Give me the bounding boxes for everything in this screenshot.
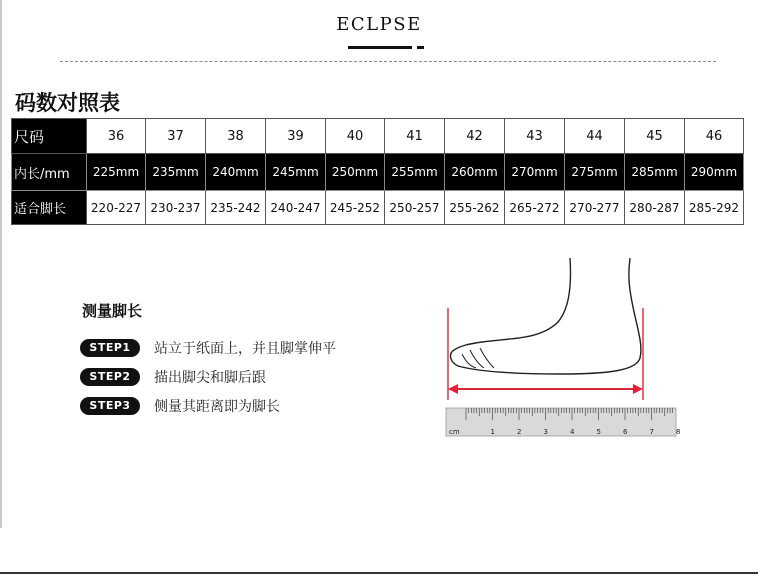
- brand-underline-dot: [417, 46, 424, 49]
- foot-length-cell: 235-242: [206, 191, 266, 225]
- measure-title: 测量脚长: [82, 302, 143, 320]
- step-badge: STEP2: [80, 368, 140, 386]
- inner-length-cell: 260mm: [445, 154, 505, 191]
- ruler-label: 5: [596, 428, 601, 436]
- step-badge: STEP3: [80, 397, 140, 415]
- step-text: 站立于纸面上，并且脚掌伸平: [154, 341, 336, 357]
- toe-lines: [462, 348, 494, 368]
- ruler: [446, 408, 680, 436]
- arrow-left-head: [448, 384, 458, 394]
- step-badge: STEP1: [80, 339, 140, 357]
- inner-length-row: [12, 154, 744, 191]
- ruler-unit: cm: [449, 428, 460, 436]
- size-cell: 39: [266, 119, 326, 154]
- size-cell: 44: [565, 119, 625, 154]
- foot-length-row: [12, 191, 744, 225]
- inner-length-cell: 270mm: [505, 154, 565, 191]
- dashed-divider: [60, 61, 716, 62]
- size-cell: 42: [445, 119, 505, 154]
- size-table: [11, 118, 744, 225]
- brand-underline: [348, 46, 412, 49]
- foot-measurement-illustration: [440, 250, 680, 440]
- size-cell: 38: [206, 119, 266, 154]
- inner-length-cell: 240mm: [206, 154, 266, 191]
- size-chart-title: 码数对照表: [15, 91, 120, 115]
- foot-length-cell: 240-247: [266, 191, 326, 225]
- step-item-2: [80, 367, 266, 387]
- foot-length-cell: 270-277: [565, 191, 625, 225]
- arrow-right-head: [633, 384, 643, 394]
- size-cell: 40: [326, 119, 385, 154]
- foot-outline: [451, 258, 641, 374]
- bottom-rule: [0, 572, 758, 574]
- size-cell: 45: [625, 119, 685, 154]
- size-cell: 46: [685, 119, 744, 154]
- inner-length-row-label: 内长/mm: [12, 154, 87, 191]
- ruler-label: 2: [517, 428, 522, 436]
- ruler-label: 6: [623, 428, 628, 436]
- step-item-1: [80, 338, 336, 358]
- inner-length-cell: 225mm: [87, 154, 146, 191]
- inner-length-cell: 285mm: [625, 154, 685, 191]
- foot-length-cell: 285-292: [685, 191, 744, 225]
- inner-length-cell: 250mm: [326, 154, 385, 191]
- inner-length-cell: 235mm: [146, 154, 206, 191]
- foot-length-cell: 255-262: [445, 191, 505, 225]
- inner-length-cell: 245mm: [266, 154, 326, 191]
- ruler-label: 7: [649, 428, 654, 436]
- step-text: 描出脚尖和脚后跟: [154, 370, 266, 386]
- ruler-label: 8: [676, 428, 681, 436]
- size-cell: 36: [87, 119, 146, 154]
- ruler-label: 1: [490, 428, 495, 436]
- size-row: [12, 119, 744, 154]
- foot-length-cell: 265-272: [505, 191, 565, 225]
- foot-length-cell: 250-257: [385, 191, 445, 225]
- foot-length-cell: 245-252: [326, 191, 385, 225]
- inner-length-cell: 275mm: [565, 154, 625, 191]
- size-cell: 41: [385, 119, 445, 154]
- brand-name: ECLPSE: [336, 14, 422, 35]
- foot-length-row-label: 适合脚长: [12, 191, 87, 225]
- step-item-3: [80, 396, 280, 416]
- step-text: 侧量其距离即为脚长: [154, 399, 280, 415]
- foot-length-cell: 220-227: [87, 191, 146, 225]
- left-edge-rule: [0, 0, 2, 528]
- ruler-label: 3: [543, 428, 548, 436]
- foot-length-cell: 280-287: [625, 191, 685, 225]
- size-row-label: 尺码: [12, 119, 87, 154]
- foot-length-cell: 230-237: [146, 191, 206, 225]
- ruler-label: 4: [570, 428, 575, 436]
- size-cell: 43: [505, 119, 565, 154]
- inner-length-cell: 255mm: [385, 154, 445, 191]
- size-cell: 37: [146, 119, 206, 154]
- inner-length-cell: 290mm: [685, 154, 744, 191]
- ruler-body: [446, 408, 676, 436]
